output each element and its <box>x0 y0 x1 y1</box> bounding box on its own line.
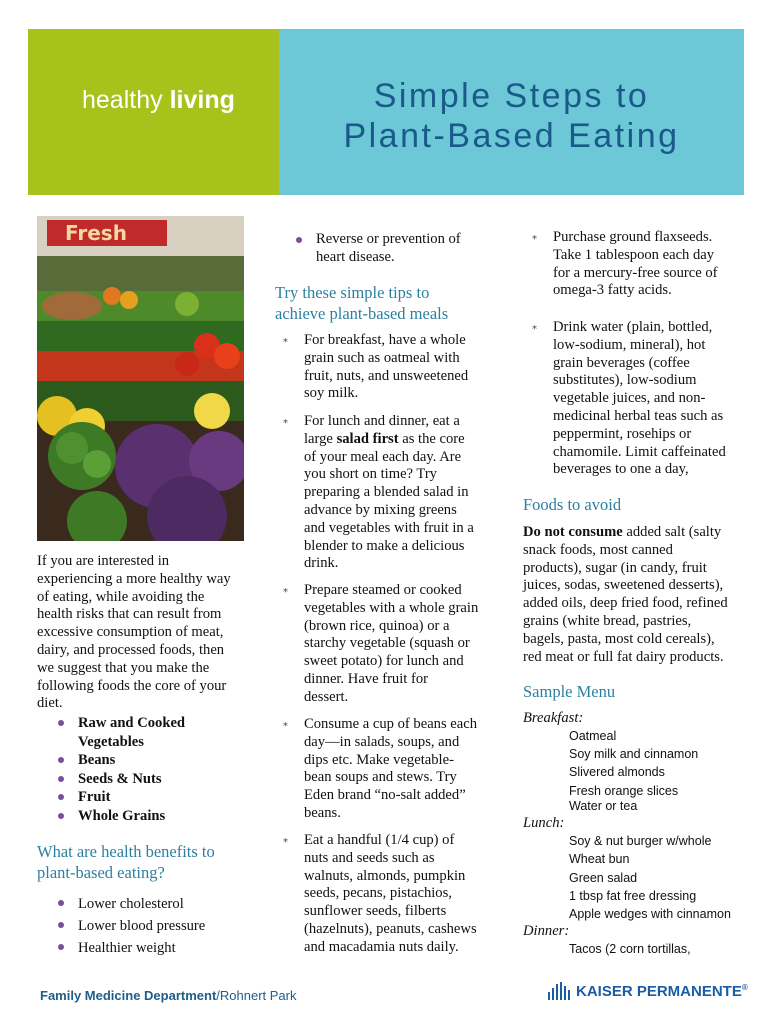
bullet-icon <box>58 922 64 928</box>
lunch-label: Lunch: <box>523 815 565 831</box>
tip-water: * Drink water (plain, bottled, low-sodium, mineral), hot grain beverages (coffee substitutes), low-sodium vegetable juices, and non- medicinal herbal teas such as peppermint, rosehips or chamomile. Limit caffeinated beverages to one a day, <box>532 319 726 478</box>
core-foods-list <box>58 714 248 826</box>
menu-item: Soy milk and cinnamon <box>569 747 699 761</box>
avoid-heading: Foods to avoid <box>523 495 622 514</box>
tip-breakfast: * For breakfast, have a whole grain such as oatmeal with fruit, nuts, and unsweetened soy milk. <box>283 332 469 402</box>
asterisk-bullet-icon: * <box>532 324 537 335</box>
bullet-icon <box>296 237 302 243</box>
lunch-items <box>569 832 759 923</box>
asterisk-bullet-icon: * <box>532 234 537 245</box>
menu-item: Oatmeal <box>569 729 617 743</box>
kaiser-logo-text: KAISER PERMANENTE® <box>576 983 748 1000</box>
bullet-icon <box>58 813 64 819</box>
tip-flaxseeds: * Purchase ground flaxseeds. Take 1 tablespoon each day for a mercury-free source of omega-3 fatty acids. <box>532 229 718 299</box>
list-item: Beans <box>58 751 248 770</box>
tips-heading: Try these simple tips to achieve plant-based meals <box>275 283 449 323</box>
menu-item: Slivered almonds <box>569 765 665 779</box>
tip-beans: * Consume a cup of beans each day—in salads, soups, and dips etc. Make vegetable- bean soups and stews. Try Eden brand “no-salt added” beans. <box>283 716 478 821</box>
menu-item: 1 tbsp fat free dressing <box>569 888 697 903</box>
breakfast-items <box>569 727 749 815</box>
list-item: Seeds & Nuts <box>58 770 248 789</box>
benefits-list <box>58 893 258 959</box>
bullet-icon <box>58 794 64 800</box>
page-title: Simple Steps to Plant-Based Eating <box>343 77 680 155</box>
bullet-icon <box>58 720 64 726</box>
asterisk-bullet-icon: * <box>283 721 288 732</box>
produce-photo <box>37 216 244 541</box>
list-item: Lower blood pressure <box>58 915 258 937</box>
menu-item: Water or tea <box>569 799 638 813</box>
bullet-icon <box>58 944 64 950</box>
benefits-heading: What are health benefits to plant-based eating? <box>37 842 215 882</box>
list-item: Raw and Cooked <box>58 714 248 733</box>
list-item: Healthier weight <box>58 937 258 959</box>
menu-item: Soy & nut burger w/whole <box>569 834 712 848</box>
tip-nuts: * Eat a handful (1/4 cup) of nuts and seeds such as walnuts, almonds, pumpkin seeds, pecans, pistachios, sunflower seeds, filberts (hazelnuts), peanuts, cashews and macadamia nuts daily. <box>283 832 477 955</box>
dinner-label: Dinner: <box>523 923 570 939</box>
bullet-icon <box>58 776 64 782</box>
svg-text:Fresh: Fresh <box>65 221 127 245</box>
asterisk-bullet-icon: * <box>283 337 288 348</box>
menu-item: Apple wedges with cinnamon <box>569 907 731 922</box>
kaiser-logo <box>546 978 748 1004</box>
menu-item: Fresh orange slices <box>569 784 679 798</box>
asterisk-bullet-icon: * <box>283 837 288 848</box>
menu-heading: Sample Menu <box>523 682 616 701</box>
bullet-icon <box>58 900 64 906</box>
tip-salad: * For lunch and dinner, eat a large salad first as the core of your meal each day. Are you short on time? Try preparing a blended salad in advance by mixing greens and vegetables with fruit in a blender to make a delicious drink. <box>283 413 474 572</box>
menu-item: Tacos (2 corn tortillas, <box>569 942 691 956</box>
avoid-paragraph: Do not consume added salt (salty snack foods, most canned products), sugar (in candy, fruit juices, sodas, sweetened desserts), added oils, deep fried food, refined grains (white bread, pastries, bagels, pasta, most cold cereals), red meat or full fat dairy products. <box>523 524 728 665</box>
brand-tagline: healthy living <box>82 86 235 114</box>
asterisk-bullet-icon: * <box>283 418 288 429</box>
tip-vegetables: * Prepare steamed or cooked vegetables with a whole grain (brown rice, quinoa) or a starchy vegetable (squash or sweet potato) for lunch and dinner. Have fruit for dessert. <box>283 582 479 705</box>
footer-department: Family Medicine Department/Rohnert Park <box>40 988 297 1003</box>
asterisk-bullet-icon: * <box>283 587 288 598</box>
heart-disease-bullet: Reverse or prevention of heart disease. <box>296 231 496 267</box>
menu-item: Wheat bun <box>569 852 630 867</box>
intro-paragraph: If you are interested in experiencing a more healthy way of eating, while avoiding the health risks that can result from excessive consumption of meat, dairy, and processed foods, then we suggest that you make the following foods the core of your diet. <box>37 553 231 712</box>
list-item-continuation: Vegetables <box>78 733 144 750</box>
breakfast-label: Breakfast: <box>523 710 584 726</box>
list-item: Lower cholesterol <box>58 893 258 915</box>
menu-item: Green salad <box>569 870 638 885</box>
list-item: Whole Grains <box>58 807 248 826</box>
kaiser-logo-icon <box>546 978 574 1002</box>
dinner-items <box>569 940 749 958</box>
list-item: Fruit <box>58 788 248 807</box>
bullet-icon <box>58 757 64 763</box>
